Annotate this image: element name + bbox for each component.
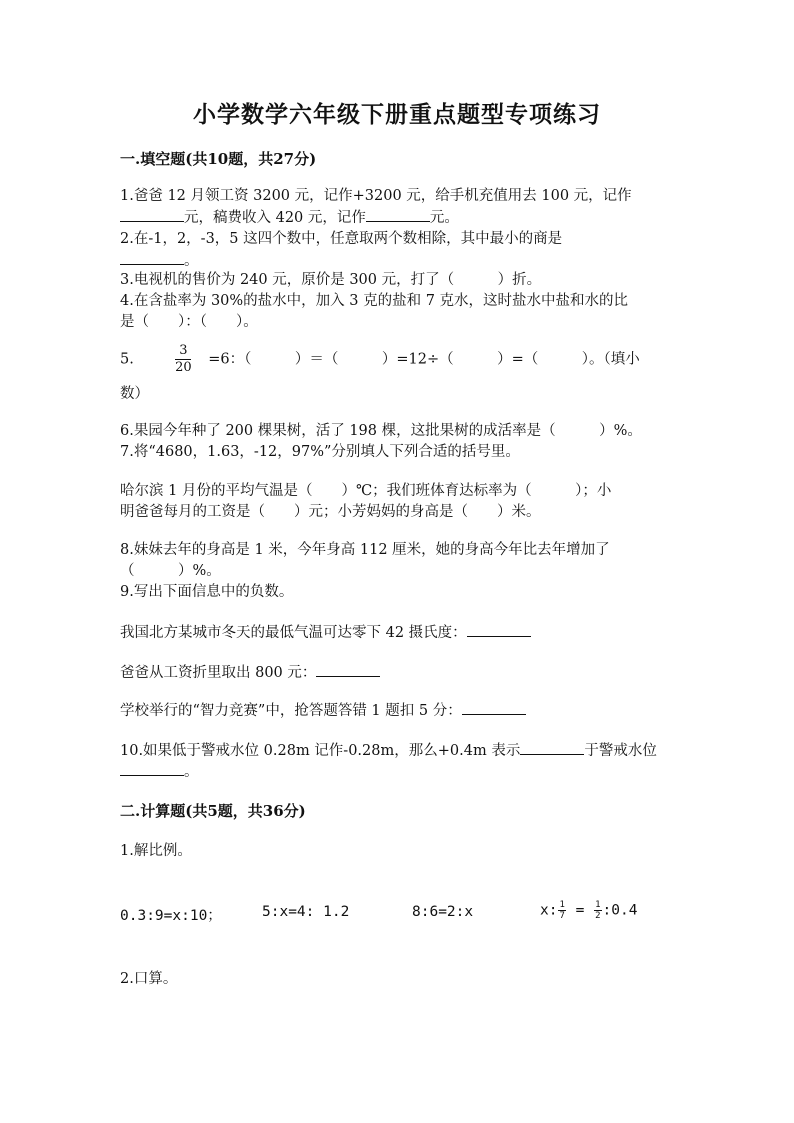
question-1-line-1 <box>120 186 680 206</box>
question-9-line-4 <box>120 700 680 721</box>
question-10-text-c: 。 <box>184 764 199 780</box>
question-5-text: =6：（ ）＝（ ）=12÷（ ）=（ ）。（填小 <box>208 351 640 368</box>
equation-4 <box>540 900 637 921</box>
question-10-text-b: 于警戒水位 <box>584 743 657 759</box>
question-5-line-2: 数） <box>120 386 149 402</box>
equation-4-mid: = <box>566 902 594 919</box>
answer-blank[interactable] <box>120 207 184 222</box>
question-9-text-d: 学校举行的“智力竞赛”中，抢答题答错 1 题扣 5 分： <box>120 703 462 719</box>
question-8-line-1: 8.妹妹去年的身高是 1 米，今年身高 112 厘米，她的身高今年比去年增加了 <box>120 542 610 558</box>
question-7-line-1: 7.将“4680，1.63，-12，97%”分别填人下列合适的括号里。 <box>120 444 520 460</box>
answer-blank[interactable] <box>316 662 380 677</box>
fraction-numerator: 3 <box>175 343 191 360</box>
answer-blank[interactable] <box>462 700 526 715</box>
fraction-numerator: 1 <box>595 900 601 910</box>
question-7-line-3: 明爸爸每月的工资是（ ）元；小芳妈妈的身高是（ ）米。 <box>120 504 541 520</box>
fraction-3-20 <box>171 343 196 376</box>
fraction-denominator: 2 <box>595 911 601 921</box>
question-1-text-a: 1.爸爸 12 月领工资 3200 元，记作+3200 元，给手机充值用去 100 元，记作 <box>120 188 632 204</box>
answer-blank[interactable] <box>120 250 184 265</box>
question-5-line-1 <box>120 343 680 376</box>
fraction-1-2 <box>594 900 601 921</box>
question-1-text-c: 元。 <box>429 210 459 226</box>
question-5-label: 5. <box>120 351 134 368</box>
section-2-question-1: 1.解比例。 <box>120 843 192 859</box>
answer-blank[interactable] <box>366 207 430 222</box>
fraction-1-7 <box>558 900 565 921</box>
question-6: 6.果园今年种了 200 棵果树，活了 198 棵，这批果树的成活率是（ ）%。 <box>120 423 642 439</box>
fraction-denominator: 20 <box>175 360 192 375</box>
equation-2: 5:x=4: 1.2 <box>262 904 350 920</box>
equation-1: 0.3:9=x:10； <box>120 908 222 924</box>
page-title: 小学数学六年级下册重点题型专项练习 <box>193 101 601 128</box>
equation-3: 8:6=2:x <box>412 904 474 920</box>
question-10-text-a: 10.如果低于警戒水位 0.28m 记作-0.28m，那么+0.4m 表示 <box>120 743 521 759</box>
question-4-line-1: 4.在含盐率为 30%的盐水中，加入 3 克的盐和 7 克水，这时盐水中盐和水的比 <box>120 293 629 309</box>
question-2-text-b: 。 <box>184 253 199 269</box>
question-9-line-2 <box>120 622 680 643</box>
section-2-question-2: 2.口算。 <box>120 971 178 987</box>
question-4-line-2: 是（ ）：（ ）。 <box>120 314 258 330</box>
section-2-heading: 二.计算题(共5题，共36分) <box>120 802 306 820</box>
answer-blank[interactable] <box>467 622 531 637</box>
equation-4-pre: x: <box>540 902 558 919</box>
question-9-line-3 <box>120 662 680 683</box>
question-1-text-b: 元，稿费收入 420 元，记作 <box>184 210 366 226</box>
fraction-denominator: 7 <box>559 911 565 921</box>
question-9-line-1: 9.写出下面信息中的负数。 <box>120 584 294 600</box>
question-9-text-b: 我国北方某城市冬天的最低气温可达零下 42 摄氏度： <box>120 625 467 641</box>
answer-blank[interactable] <box>120 761 184 776</box>
question-8-line-2: （ ）%。 <box>120 563 221 579</box>
question-2-text-a: 2.在-1，2，-3，5 这四个数中，任意取两个数相除，其中最小的商是 <box>120 231 563 247</box>
question-7-line-2: 哈尔滨 1 月份的平均气温是（ ）℃；我们班体育达标率为（ ）；小 <box>120 483 612 499</box>
question-2-line-2 <box>120 250 680 271</box>
section-1-heading: 一.填空题(共10题，共27分) <box>120 150 317 168</box>
question-10-line-1 <box>120 740 680 761</box>
equation-4-post: :0.4 <box>602 902 638 919</box>
question-9-text-c: 爸爸从工资折里取出 800 元： <box>120 665 317 681</box>
question-3: 3.电视机的售价为 240 元，原价是 300 元，打了（ ）折。 <box>120 272 542 288</box>
question-1-line-2 <box>120 207 680 228</box>
answer-blank[interactable] <box>520 740 584 755</box>
question-2-line-1 <box>120 229 680 249</box>
question-10-line-2 <box>120 761 680 782</box>
fraction-numerator: 1 <box>559 900 565 910</box>
